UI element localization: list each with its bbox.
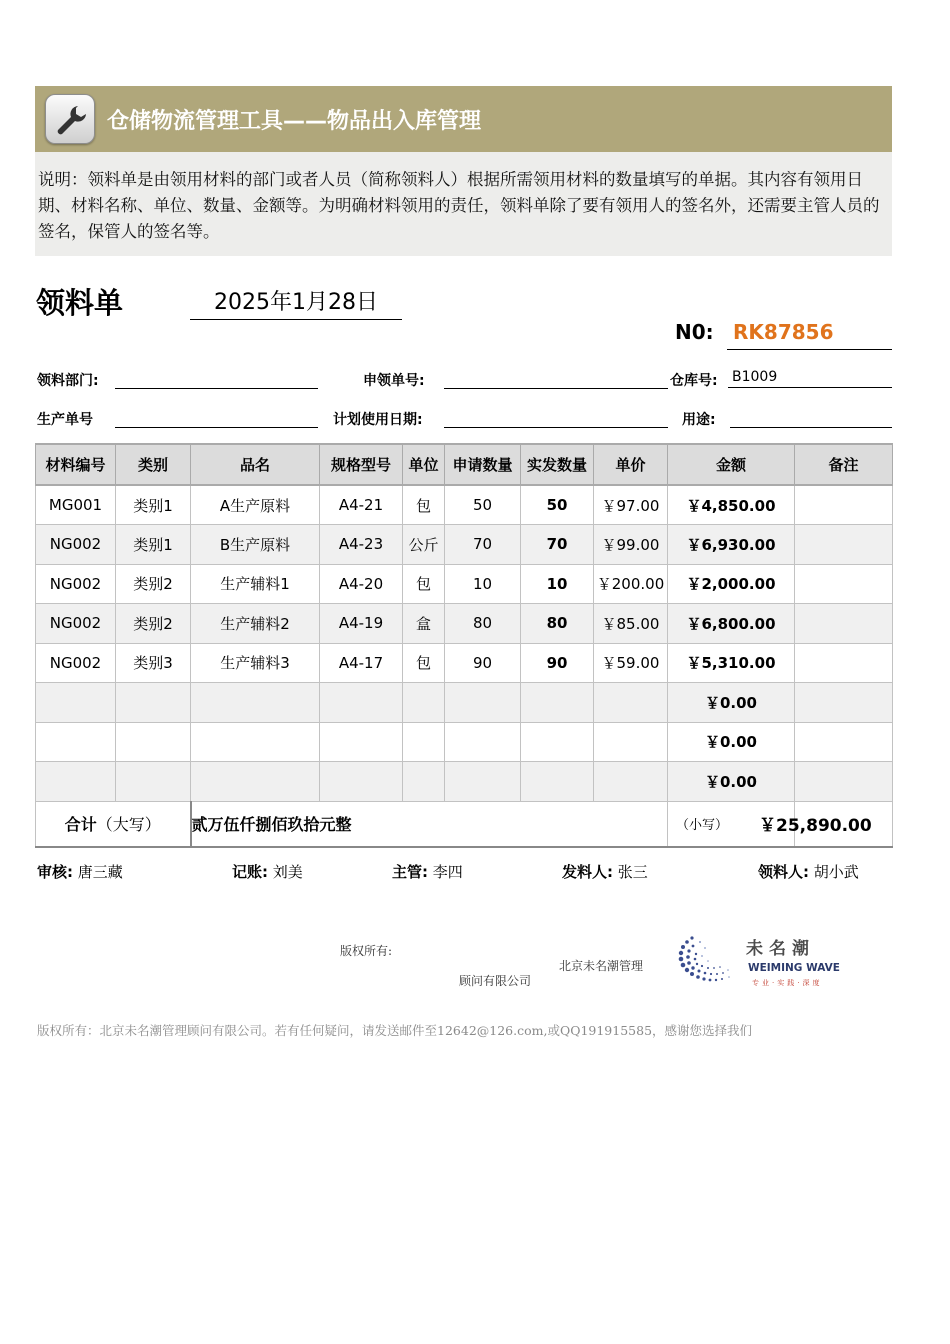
cell[interactable]: ￥59.00	[594, 643, 668, 683]
col-header: 规格型号	[320, 444, 403, 485]
cell[interactable]	[795, 762, 893, 802]
wave-logo-icon	[672, 928, 744, 992]
total-upper-case: 贰万伍仟捌佰玖拾元整	[191, 801, 668, 847]
cell[interactable]	[36, 722, 116, 762]
copyright-line2: 北京未名潮管理	[559, 959, 644, 973]
cell[interactable]	[795, 485, 893, 525]
cell[interactable]: NG002	[36, 564, 116, 604]
apply-no-label: 申领单号:	[363, 373, 425, 389]
table-row	[36, 683, 893, 723]
cell[interactable]: 生产辅料2	[191, 604, 320, 644]
cell[interactable]: NG002	[36, 604, 116, 644]
cell[interactable]: 10	[521, 564, 594, 604]
form-title: 领料单	[36, 286, 124, 320]
cell[interactable]: 类别2	[116, 564, 191, 604]
cell[interactable]: A4-19	[320, 604, 403, 644]
cell[interactable]: ￥4,850.00	[668, 485, 795, 525]
sig-supervisor-name: 李四	[432, 863, 463, 881]
cell[interactable]: 70	[521, 525, 594, 565]
cell[interactable]	[795, 564, 893, 604]
sig-receiver-name: 胡小武	[813, 863, 859, 881]
cell[interactable]: 包	[403, 485, 445, 525]
banner-title: 仓储物流管理工具——物品出入库管理	[107, 109, 482, 134]
copyright-line3: 顾问有限公司	[459, 974, 532, 988]
header-banner	[35, 86, 892, 152]
cell[interactable]	[116, 683, 191, 723]
table-row	[36, 525, 893, 565]
description-text: 说明：领料单是由领用材料的部门或者人员（简称领料人）根据所需领用材料的数量填写的单据。其内容有领用日期、材料名称、单位、数量、金额等。为明确材料领用的责任，领料单除了要有领用人的签名外，还需要主管人员的签名，保管人的签名等。	[38, 170, 880, 241]
cell[interactable]	[403, 762, 445, 802]
sig-supervisor-label: 主管:	[392, 863, 428, 881]
cell[interactable]	[116, 722, 191, 762]
total-row	[36, 801, 893, 847]
col-header: 实发数量	[521, 444, 594, 485]
cell[interactable]: 包	[403, 643, 445, 683]
total-label	[36, 801, 191, 847]
usage-label: 用途:	[682, 412, 716, 428]
cell[interactable]	[795, 643, 893, 683]
cell[interactable]: B生产原料	[191, 525, 320, 565]
cell[interactable]	[36, 683, 116, 723]
table-row	[36, 564, 893, 604]
cell[interactable]: 50	[445, 485, 521, 525]
cell[interactable]: A4-21	[320, 485, 403, 525]
cell[interactable]	[403, 683, 445, 723]
cell[interactable]	[445, 762, 521, 802]
cell[interactable]: 90	[445, 643, 521, 683]
cell[interactable]	[594, 762, 668, 802]
cell[interactable]: 类别1	[116, 485, 191, 525]
total-amount	[759, 801, 893, 847]
sig-receiver	[758, 861, 859, 882]
description-box	[35, 152, 892, 256]
total-small-caption: （小写）	[676, 818, 729, 834]
cell[interactable]	[795, 525, 893, 565]
cell[interactable]: 类别1	[116, 525, 191, 565]
cell[interactable]: 生产辅料3	[191, 643, 320, 683]
sig-review-label: 审核:	[37, 863, 73, 881]
table-row	[36, 762, 893, 802]
cell[interactable]: ￥200.00	[594, 564, 668, 604]
col-header: 备注	[795, 444, 893, 485]
prod-no-field[interactable]	[115, 408, 318, 428]
cell[interactable]: 90	[521, 643, 594, 683]
material-table	[35, 443, 893, 848]
sig-issuer-label: 发料人:	[562, 863, 613, 881]
cell[interactable]	[403, 722, 445, 762]
cell[interactable]	[521, 722, 594, 762]
cell[interactable]	[445, 722, 521, 762]
col-header: 类别	[116, 444, 191, 485]
cell[interactable]	[521, 762, 594, 802]
sig-accounting	[232, 861, 303, 882]
table-row	[36, 604, 893, 644]
col-header: 单位	[403, 444, 445, 485]
cell[interactable]: A4-23	[320, 525, 403, 565]
sig-issuer-name: 张三	[617, 863, 648, 881]
table-header-row	[36, 444, 893, 485]
cell[interactable]: 类别3	[116, 643, 191, 683]
form-number-label: N0:	[675, 320, 714, 344]
cell[interactable]: 80	[445, 604, 521, 644]
cell[interactable]: ￥5,310.00	[668, 643, 795, 683]
cell[interactable]: ￥99.00	[594, 525, 668, 565]
cell[interactable]	[795, 683, 893, 723]
sig-supervisor	[392, 861, 463, 882]
table-row	[36, 722, 893, 762]
usage-field[interactable]	[730, 408, 892, 428]
cell[interactable]	[36, 762, 116, 802]
cell[interactable]: ￥0.00	[668, 683, 795, 723]
prod-no-label: 生产单号	[37, 412, 93, 428]
cell[interactable]	[191, 762, 320, 802]
cell[interactable]	[320, 722, 403, 762]
cell[interactable]	[445, 683, 521, 723]
cell[interactable]: 70	[445, 525, 521, 565]
wrench-icon	[45, 94, 95, 144]
table-row	[36, 485, 893, 525]
footer-copyright: 版权所有：北京未名潮管理顾问有限公司。若有任何疑问，请发送邮件至12642@126.com,或QQ191915585，感谢您选择我们	[37, 1023, 753, 1038]
form-date[interactable]: 2025年1月28日	[190, 286, 402, 320]
table-row	[36, 643, 893, 683]
cell[interactable]: ￥85.00	[594, 604, 668, 644]
cell[interactable]	[795, 722, 893, 762]
apply-no-field[interactable]	[444, 369, 668, 389]
form-number-value[interactable]: RK87856	[733, 320, 834, 344]
form-number-underline	[727, 349, 892, 350]
sig-review	[37, 861, 123, 882]
logo-en-text: WEIMING WAVE	[748, 962, 840, 974]
sig-accounting-name: 刘美	[272, 863, 303, 881]
cell[interactable]: A4-17	[320, 643, 403, 683]
cell[interactable]	[795, 604, 893, 644]
copyright-line1: 版权所有:	[340, 944, 393, 958]
cell[interactable]	[320, 762, 403, 802]
cell[interactable]: 10	[445, 564, 521, 604]
col-header: 申请数量	[445, 444, 521, 485]
dept-label: 领料部门:	[37, 373, 99, 389]
cell[interactable]: ￥0.00	[668, 722, 795, 762]
sig-accounting-label: 记账:	[232, 863, 268, 881]
cell[interactable]: 类别2	[116, 604, 191, 644]
cell[interactable]: 包	[403, 564, 445, 604]
cell[interactable]	[594, 722, 668, 762]
plan-date-field[interactable]	[444, 408, 668, 428]
cell[interactable]: NG002	[36, 525, 116, 565]
cell[interactable]: ￥6,930.00	[668, 525, 795, 565]
cell[interactable]: A生产原料	[191, 485, 320, 525]
col-header: 材料编号	[36, 444, 116, 485]
sig-review-name: 唐三藏	[77, 863, 123, 881]
plan-date-label: 计划使用日期:	[333, 412, 423, 428]
cell[interactable]: A4-20	[320, 564, 403, 604]
company-logo	[672, 928, 840, 992]
cell[interactable]: MG001	[36, 485, 116, 525]
logo-cn-text: 未名潮	[746, 939, 815, 959]
cell[interactable]: NG002	[36, 643, 116, 683]
cell[interactable]: 盒	[403, 604, 445, 644]
cell[interactable]: ￥0.00	[668, 762, 795, 802]
sig-receiver-label: 领料人:	[758, 863, 809, 881]
col-header: 金额	[668, 444, 795, 485]
warehouse-label: 仓库号:	[670, 373, 718, 389]
total-label-rest: （大写）	[96, 815, 161, 835]
col-header: 单价	[594, 444, 668, 485]
cell[interactable]	[320, 683, 403, 723]
cell[interactable]	[116, 762, 191, 802]
cell[interactable]: 生产辅料1	[191, 564, 320, 604]
dept-field[interactable]	[115, 369, 318, 389]
total-label-bold: 合计	[64, 815, 97, 835]
cell[interactable]: 公斤	[403, 525, 445, 565]
sig-issuer	[562, 861, 648, 882]
warehouse-field[interactable]: B1009	[728, 368, 892, 388]
cell[interactable]: 80	[521, 604, 594, 644]
total-amount-value: ￥25,890.00	[759, 816, 872, 837]
cell[interactable]	[191, 683, 320, 723]
cell[interactable]: ￥6,800.00	[668, 604, 795, 644]
cell[interactable]	[521, 683, 594, 723]
cell[interactable]: 50	[521, 485, 594, 525]
cell[interactable]: ￥2,000.00	[668, 564, 795, 604]
col-header: 品名	[191, 444, 320, 485]
cell[interactable]: ￥97.00	[594, 485, 668, 525]
logo-tagline: 专业·实践·深度	[752, 979, 823, 987]
cell[interactable]	[191, 722, 320, 762]
cell[interactable]	[594, 683, 668, 723]
